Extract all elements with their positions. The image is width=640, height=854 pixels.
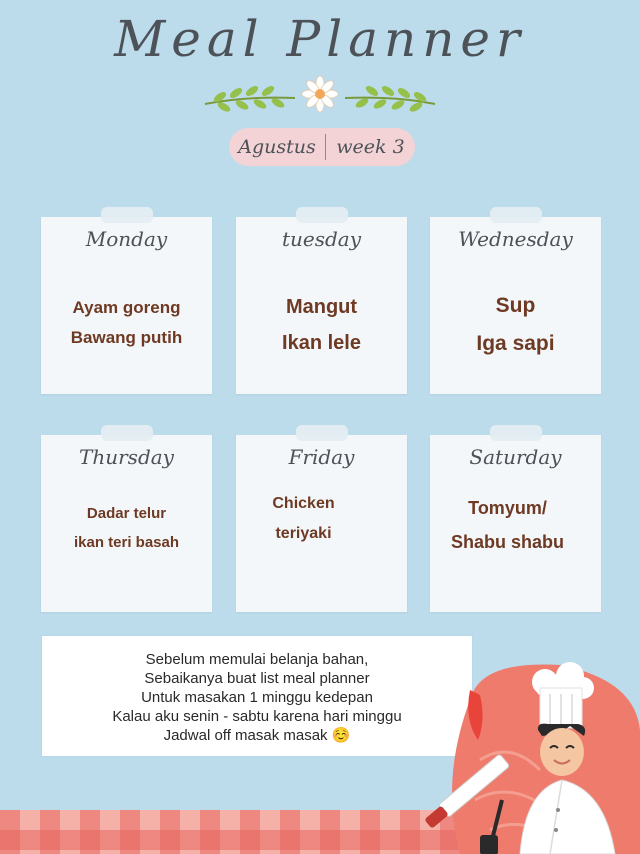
- meal-text: [41, 293, 212, 353]
- tape-strip: [296, 425, 348, 441]
- day-label: Friday: [288, 445, 355, 469]
- tape-strip: [490, 207, 542, 223]
- note-line: Kalau aku senin - sabtu karena hari minggu: [112, 708, 402, 725]
- meal-line: Mangut: [285, 296, 358, 318]
- meal-line: Chicken: [272, 495, 335, 512]
- meal-line: Ikan lele: [282, 332, 361, 354]
- note-line: Jadwal off masak masak ☺️: [163, 727, 351, 744]
- day-card-tuesday: [236, 217, 407, 394]
- meal-line: Dadar telur: [86, 505, 167, 522]
- note-line: Untuk masakan 1 minggu kedepan: [141, 689, 373, 706]
- meal-text: [422, 491, 593, 559]
- note-line: Sebaikanya buat list meal planner: [144, 670, 370, 687]
- meal-line: Shabu shabu: [450, 532, 564, 552]
- day-card-saturday: [430, 435, 601, 612]
- day-card-thursday: [41, 435, 212, 612]
- meal-text: [218, 489, 389, 549]
- week-label: week 3: [336, 136, 405, 158]
- day-label: tuesday: [281, 227, 362, 251]
- tape-strip: [101, 425, 153, 441]
- tape-strip: [490, 425, 542, 441]
- floral-decoration: [200, 74, 440, 118]
- meal-line: Bawang putih: [70, 328, 183, 347]
- meal-line: ikan teri basah: [73, 534, 180, 551]
- meal-text: [41, 499, 212, 557]
- chef-illustration: [420, 640, 640, 854]
- day-card-monday: [41, 217, 212, 394]
- meal-line: Sup: [495, 294, 536, 317]
- day-label: Thursday: [79, 445, 174, 469]
- page-title: Meal Planner: [114, 10, 526, 68]
- day-card-friday: [236, 435, 407, 612]
- day-card-wednesday: [430, 217, 601, 394]
- daisy-flower-icon: [302, 76, 338, 112]
- note-box: [42, 636, 472, 756]
- meal-text: [430, 287, 601, 363]
- tape-strip: [101, 207, 153, 223]
- day-label: Wednesday: [458, 227, 573, 251]
- day-label: Monday: [85, 227, 168, 251]
- month-label: Agustus: [238, 136, 316, 158]
- note-line: Sebelum memulai belanja bahan,: [145, 651, 369, 668]
- meal-line: Ayam goreng: [72, 298, 181, 317]
- meal-line: teriyaki: [275, 525, 332, 542]
- tape-strip: [296, 207, 348, 223]
- period-badge: [229, 128, 415, 166]
- meal-line: Iga sapi: [476, 332, 555, 355]
- day-label: Saturday: [469, 445, 562, 469]
- meal-text: [236, 289, 407, 361]
- meal-line: Tomyum/: [468, 498, 547, 518]
